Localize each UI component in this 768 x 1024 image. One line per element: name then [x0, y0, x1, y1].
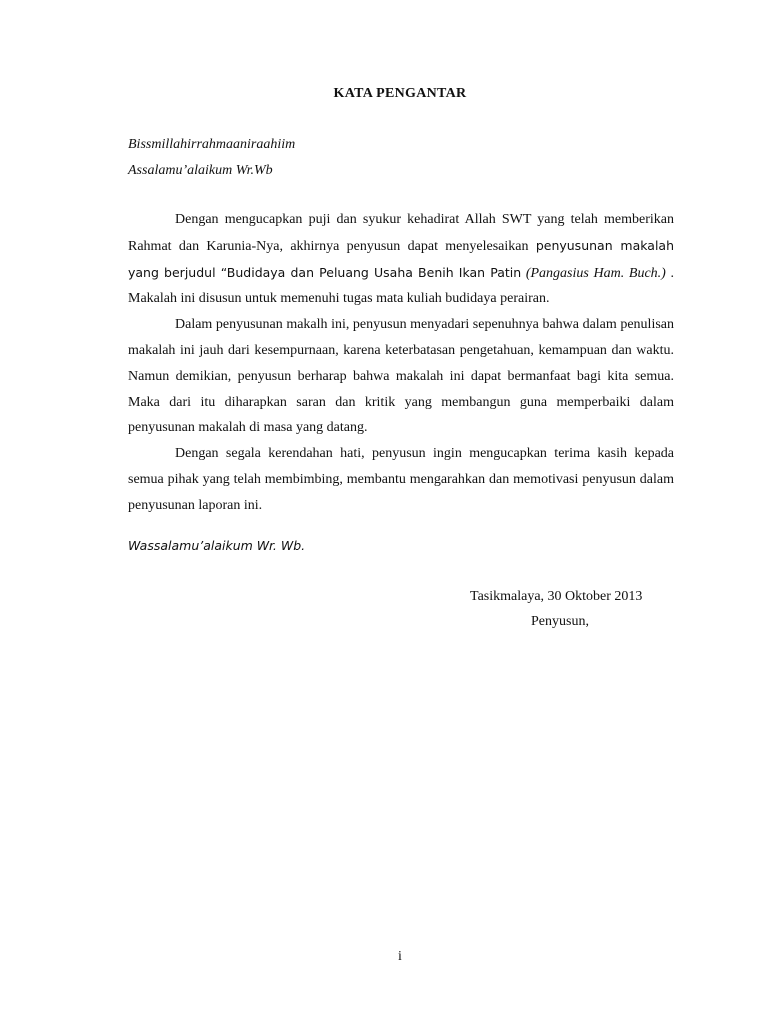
paragraph-3: Dengan segala kerendahan hati, penyusun ingin mengucapkan terima kasih kepada semua pihak yang telah membimbing, membantu mengarahkan dan memotivasi penyusun dalam penyusunan laporan ini.	[128, 446, 674, 513]
closing-greeting: Wassalamu’alaikum Wr. Wb.	[128, 538, 306, 553]
page-title: KATA PENGANTAR	[333, 86, 467, 101]
paragraph-1	[128, 207, 674, 312]
body-text	[128, 207, 674, 519]
greeting-line: Assalamu’alaikum Wr.Wb	[128, 163, 273, 178]
paragraph-1-title-text: penyusunan makalah yang berjudul “Budidaya dan Peluang Usaha Benih Ikan Patin	[128, 237, 674, 280]
paragraph-2: Dalam penyusunan makalh ini, penyusun menyadari sepenuhnya bahwa dalam penulisan makalah ini jauh dari kesempurnaan, karena keterbatasan pengetahuan, kemampuan dan waktu. Namun demikian, penyusun berharap bahwa makalah ini dapat bermanfaat bagi kita semua. Maka dari itu diharapkan saran dan kritik yang membangun guna memperbaiki dalam penyusunan makalah di masa yang datang.	[128, 317, 674, 436]
basmalah-line: Bissmillahirrahmaaniraahiim	[128, 137, 296, 152]
paragraph-1-text: Dengan mengucapkan puji dan syukur kehadirat Allah SWT yang telah memberikan Rahmat dan Karunia-Nya, akhirnya penyusun dapat menyelesaikan	[128, 212, 674, 254]
author-signature-label: Penyusun,	[531, 614, 589, 629]
paragraph-1-species-name: (Pangasius Ham. Buch.)	[525, 265, 666, 281]
page-number: i	[398, 949, 402, 964]
place-and-date: Tasikmalaya, 30 Oktober 2013	[470, 589, 643, 604]
paragraph-1-text-end: . Makalah ini disusun untuk memenuhi tugas mata kuliah budidaya perairan.	[128, 265, 675, 307]
